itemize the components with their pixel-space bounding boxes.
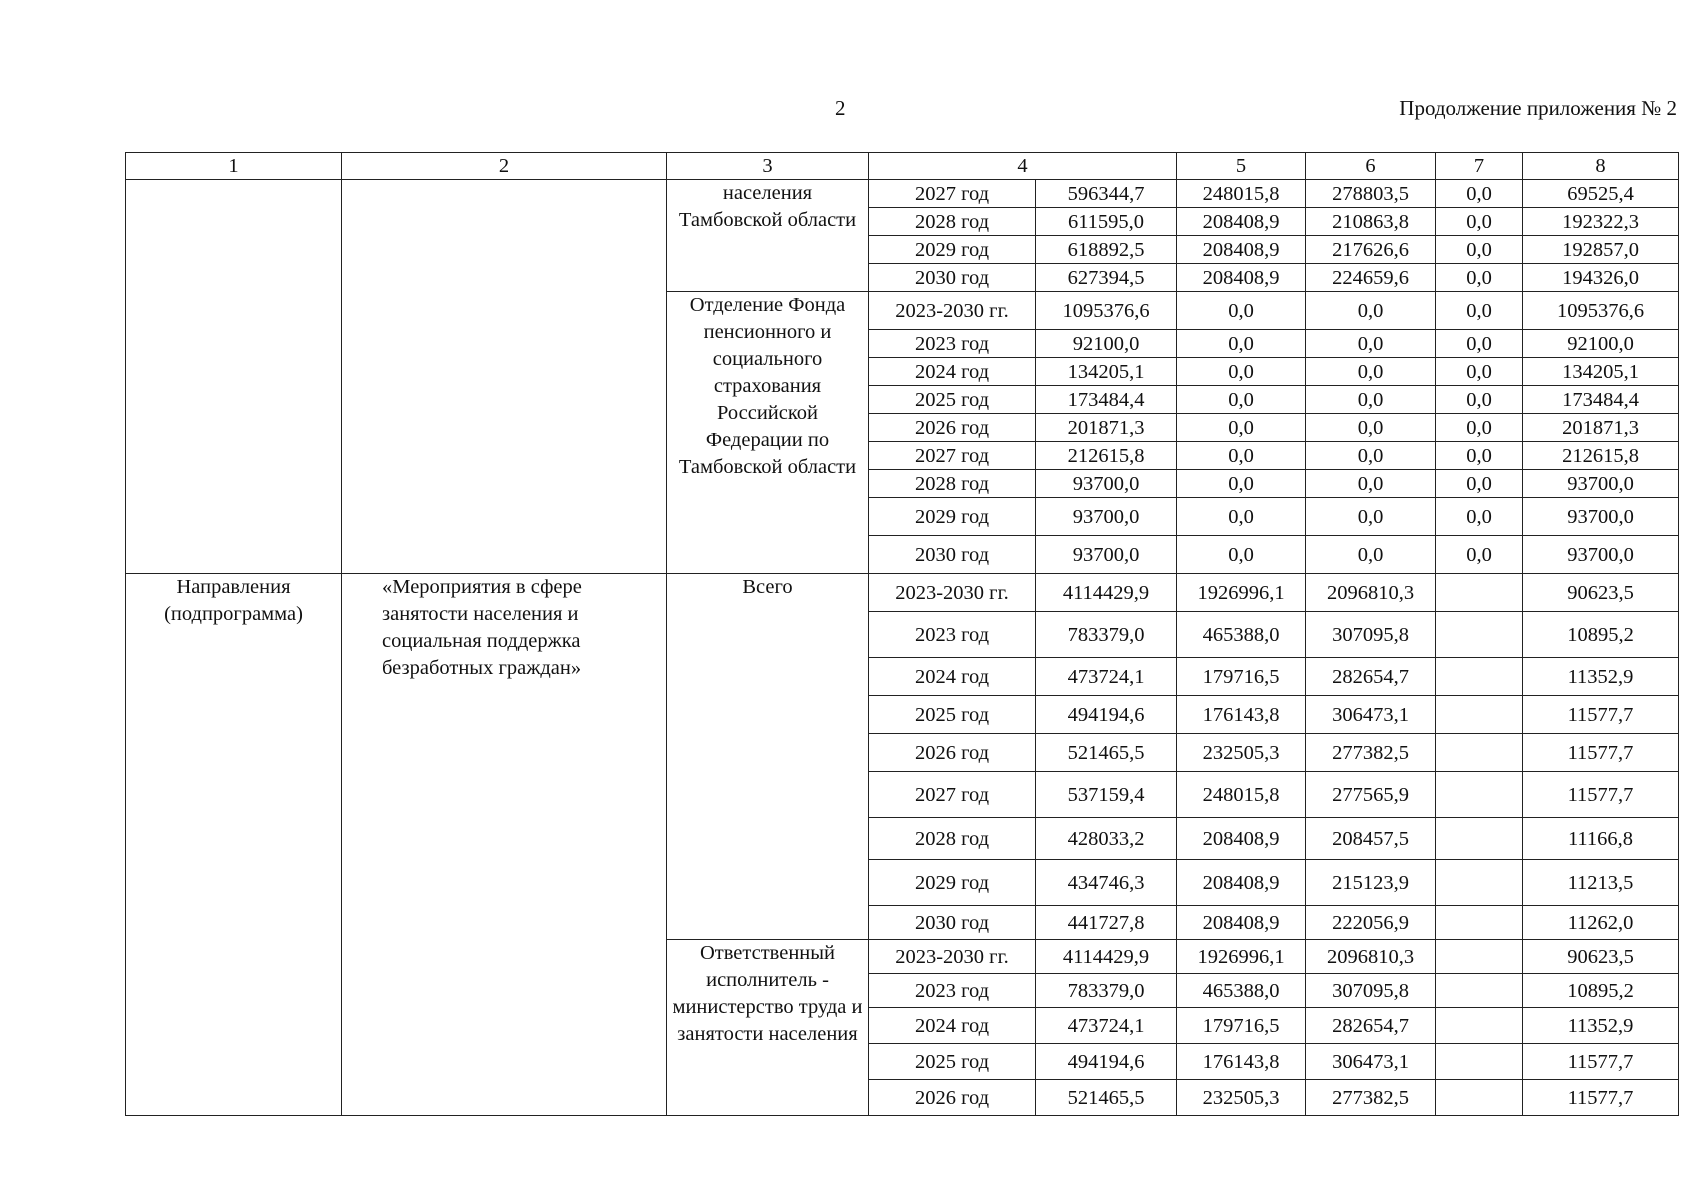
period-cell: 2026 год — [869, 414, 1036, 442]
period-cell: 2027 год — [869, 442, 1036, 470]
amount-cell: 232505,3 — [1177, 1080, 1306, 1116]
amount-cell: 0,0 — [1177, 292, 1306, 330]
period-cell: 2028 год — [869, 208, 1036, 236]
funding-source-cell: Отделение Фонда пенсионного и социального страхования Российской Федерации по Тамбовской области — [667, 292, 869, 574]
amount-cell: 307095,8 — [1306, 974, 1436, 1008]
amount-cell: 134205,1 — [1036, 358, 1177, 386]
amount-cell — [1436, 612, 1523, 658]
amount-cell: 173484,4 — [1523, 386, 1679, 414]
amount-cell: 783379,0 — [1036, 612, 1177, 658]
amount-cell: 10895,2 — [1523, 612, 1679, 658]
column-number: 8 — [1523, 153, 1679, 180]
amount-cell: 2096810,3 — [1306, 940, 1436, 974]
amount-cell: 0,0 — [1436, 208, 1523, 236]
amount-cell: 173484,4 — [1036, 386, 1177, 414]
amount-cell: 212615,8 — [1523, 442, 1679, 470]
direction-cell — [126, 180, 342, 574]
amount-cell: 278803,5 — [1306, 180, 1436, 208]
amount-cell: 92100,0 — [1523, 330, 1679, 358]
amount-cell: 11577,7 — [1523, 734, 1679, 772]
table-row — [126, 574, 1679, 612]
amount-cell — [1436, 574, 1523, 612]
program-name-cell — [342, 180, 667, 574]
amount-cell: 537159,4 — [1036, 772, 1177, 818]
amount-cell: 11577,7 — [1523, 772, 1679, 818]
amount-cell: 1926996,1 — [1177, 574, 1306, 612]
amount-cell: 208408,9 — [1177, 906, 1306, 940]
column-number: 1 — [126, 153, 342, 180]
amount-cell: 2096810,3 — [1306, 574, 1436, 612]
funding-source-cell: населения Тамбовской области — [667, 180, 869, 292]
amount-cell: 0,0 — [1306, 330, 1436, 358]
amount-cell: 307095,8 — [1306, 612, 1436, 658]
amount-cell: 0,0 — [1177, 414, 1306, 442]
period-cell: 2028 год — [869, 818, 1036, 860]
amount-cell: 224659,6 — [1306, 264, 1436, 292]
amount-cell: 0,0 — [1436, 236, 1523, 264]
appendix-continuation-label: Продолжение приложения № 2 — [1399, 96, 1677, 120]
amount-cell: 0,0 — [1306, 414, 1436, 442]
amount-cell: 465388,0 — [1177, 612, 1306, 658]
amount-cell: 277382,5 — [1306, 734, 1436, 772]
period-cell: 2026 год — [869, 1080, 1036, 1116]
amount-cell: 0,0 — [1306, 358, 1436, 386]
amount-cell: 494194,6 — [1036, 696, 1177, 734]
amount-cell: 0,0 — [1436, 292, 1523, 330]
column-number: 7 — [1436, 153, 1523, 180]
amount-cell: 282654,7 — [1306, 1008, 1436, 1044]
amount-cell: 192857,0 — [1523, 236, 1679, 264]
period-cell: 2029 год — [869, 236, 1036, 264]
amount-cell: 306473,1 — [1306, 696, 1436, 734]
amount-cell: 176143,8 — [1177, 1044, 1306, 1080]
period-cell: 2029 год — [869, 498, 1036, 536]
amount-cell: 0,0 — [1177, 498, 1306, 536]
amount-cell — [1436, 734, 1523, 772]
amount-cell: 208408,9 — [1177, 264, 1306, 292]
amount-cell: 277565,9 — [1306, 772, 1436, 818]
amount-cell: 176143,8 — [1177, 696, 1306, 734]
amount-cell — [1436, 696, 1523, 734]
amount-cell: 428033,2 — [1036, 818, 1177, 860]
amount-cell: 473724,1 — [1036, 658, 1177, 696]
amount-cell: 93700,0 — [1036, 536, 1177, 574]
amount-cell: 210863,8 — [1306, 208, 1436, 236]
amount-cell: 11262,0 — [1523, 906, 1679, 940]
amount-cell: 465388,0 — [1177, 974, 1306, 1008]
column-number: 4 — [869, 153, 1177, 180]
funding-table — [125, 152, 1679, 1116]
amount-cell: 494194,6 — [1036, 1044, 1177, 1080]
amount-cell: 212615,8 — [1036, 442, 1177, 470]
amount-cell: 11577,7 — [1523, 1044, 1679, 1080]
amount-cell: 215123,9 — [1306, 860, 1436, 906]
period-cell: 2026 год — [869, 734, 1036, 772]
amount-cell: 11352,9 — [1523, 1008, 1679, 1044]
amount-cell: 208457,5 — [1306, 818, 1436, 860]
amount-cell: 201871,3 — [1523, 414, 1679, 442]
period-cell: 2025 год — [869, 696, 1036, 734]
amount-cell: 134205,1 — [1523, 358, 1679, 386]
amount-cell: 208408,9 — [1177, 818, 1306, 860]
amount-cell: 0,0 — [1306, 470, 1436, 498]
amount-cell — [1436, 940, 1523, 974]
amount-cell: 179716,5 — [1177, 658, 1306, 696]
amount-cell: 11213,5 — [1523, 860, 1679, 906]
amount-cell — [1436, 974, 1523, 1008]
amount-cell — [1436, 1008, 1523, 1044]
page-number: 2 — [835, 96, 846, 120]
amount-cell: 611595,0 — [1036, 208, 1177, 236]
amount-cell: 0,0 — [1436, 442, 1523, 470]
amount-cell: 0,0 — [1306, 292, 1436, 330]
amount-cell: 1095376,6 — [1523, 292, 1679, 330]
amount-cell: 282654,7 — [1306, 658, 1436, 696]
amount-cell: 90623,5 — [1523, 940, 1679, 974]
table-row — [126, 180, 1679, 208]
column-number: 3 — [667, 153, 869, 180]
period-cell: 2024 год — [869, 658, 1036, 696]
amount-cell: 521465,5 — [1036, 1080, 1177, 1116]
amount-cell: 11352,9 — [1523, 658, 1679, 696]
amount-cell: 194326,0 — [1523, 264, 1679, 292]
amount-cell: 93700,0 — [1523, 498, 1679, 536]
amount-cell: 179716,5 — [1177, 1008, 1306, 1044]
period-cell: 2030 год — [869, 906, 1036, 940]
period-cell: 2023 год — [869, 330, 1036, 358]
amount-cell — [1436, 772, 1523, 818]
period-cell: 2024 год — [869, 358, 1036, 386]
amount-cell: 277382,5 — [1306, 1080, 1436, 1116]
amount-cell: 93700,0 — [1036, 498, 1177, 536]
amount-cell: 208408,9 — [1177, 236, 1306, 264]
period-cell: 2023-2030 гг. — [869, 292, 1036, 330]
period-cell: 2023 год — [869, 612, 1036, 658]
amount-cell: 0,0 — [1436, 498, 1523, 536]
column-number: 6 — [1306, 153, 1436, 180]
funding-source-cell: Ответственный исполнитель - министерство труда и занятости населения — [667, 940, 869, 1116]
period-cell: 2023-2030 гг. — [869, 940, 1036, 974]
amount-cell — [1436, 1044, 1523, 1080]
amount-cell: 208408,9 — [1177, 860, 1306, 906]
amount-cell: 217626,6 — [1306, 236, 1436, 264]
direction-cell: Направления (подпрограмма) — [126, 574, 342, 1116]
amount-cell: 0,0 — [1436, 386, 1523, 414]
amount-cell: 0,0 — [1306, 442, 1436, 470]
amount-cell — [1436, 860, 1523, 906]
amount-cell: 0,0 — [1177, 330, 1306, 358]
amount-cell: 627394,5 — [1036, 264, 1177, 292]
amount-cell: 93700,0 — [1036, 470, 1177, 498]
period-cell: 2023-2030 гг. — [869, 574, 1036, 612]
amount-cell: 783379,0 — [1036, 974, 1177, 1008]
period-cell: 2025 год — [869, 386, 1036, 414]
program-name-cell: «Мероприятия в сфере занятости населения и социальная поддержка безработных граждан» — [342, 574, 667, 1116]
amount-cell: 11577,7 — [1523, 696, 1679, 734]
amount-cell: 0,0 — [1436, 330, 1523, 358]
amount-cell: 201871,3 — [1036, 414, 1177, 442]
amount-cell — [1436, 1080, 1523, 1116]
amount-cell: 222056,9 — [1306, 906, 1436, 940]
amount-cell: 10895,2 — [1523, 974, 1679, 1008]
amount-cell: 596344,7 — [1036, 180, 1177, 208]
amount-cell: 0,0 — [1436, 414, 1523, 442]
column-number: 2 — [342, 153, 667, 180]
amount-cell: 0,0 — [1436, 264, 1523, 292]
amount-cell: 248015,8 — [1177, 180, 1306, 208]
amount-cell: 473724,1 — [1036, 1008, 1177, 1044]
amount-cell — [1436, 818, 1523, 860]
amount-cell: 441727,8 — [1036, 906, 1177, 940]
amount-cell: 0,0 — [1177, 470, 1306, 498]
amount-cell: 0,0 — [1436, 358, 1523, 386]
amount-cell: 92100,0 — [1036, 330, 1177, 358]
period-cell: 2025 год — [869, 1044, 1036, 1080]
period-cell: 2027 год — [869, 772, 1036, 818]
amount-cell: 11166,8 — [1523, 818, 1679, 860]
amount-cell: 0,0 — [1306, 536, 1436, 574]
amount-cell: 93700,0 — [1523, 536, 1679, 574]
amount-cell: 90623,5 — [1523, 574, 1679, 612]
amount-cell: 0,0 — [1177, 442, 1306, 470]
amount-cell: 0,0 — [1177, 536, 1306, 574]
amount-cell: 208408,9 — [1177, 208, 1306, 236]
column-number-row — [126, 153, 1679, 180]
amount-cell: 521465,5 — [1036, 734, 1177, 772]
amount-cell: 0,0 — [1436, 180, 1523, 208]
amount-cell: 192322,3 — [1523, 208, 1679, 236]
period-cell: 2029 год — [869, 860, 1036, 906]
amount-cell: 1095376,6 — [1036, 292, 1177, 330]
period-cell: 2030 год — [869, 536, 1036, 574]
funding-source-cell: Всего — [667, 574, 869, 940]
amount-cell: 0,0 — [1177, 386, 1306, 414]
amount-cell: 0,0 — [1306, 498, 1436, 536]
period-cell: 2028 год — [869, 470, 1036, 498]
period-cell: 2024 год — [869, 1008, 1036, 1044]
amount-cell — [1436, 906, 1523, 940]
amount-cell: 4114429,9 — [1036, 940, 1177, 974]
amount-cell: 0,0 — [1436, 536, 1523, 574]
column-number: 5 — [1177, 153, 1306, 180]
amount-cell: 11577,7 — [1523, 1080, 1679, 1116]
amount-cell: 69525,4 — [1523, 180, 1679, 208]
amount-cell: 232505,3 — [1177, 734, 1306, 772]
amount-cell: 248015,8 — [1177, 772, 1306, 818]
period-cell: 2030 год — [869, 264, 1036, 292]
amount-cell: 0,0 — [1436, 470, 1523, 498]
period-cell: 2023 год — [869, 974, 1036, 1008]
amount-cell: 306473,1 — [1306, 1044, 1436, 1080]
amount-cell — [1436, 658, 1523, 696]
amount-cell: 1926996,1 — [1177, 940, 1306, 974]
amount-cell: 434746,3 — [1036, 860, 1177, 906]
amount-cell: 4114429,9 — [1036, 574, 1177, 612]
period-cell: 2027 год — [869, 180, 1036, 208]
amount-cell: 0,0 — [1177, 358, 1306, 386]
amount-cell: 618892,5 — [1036, 236, 1177, 264]
amount-cell: 93700,0 — [1523, 470, 1679, 498]
amount-cell: 0,0 — [1306, 386, 1436, 414]
